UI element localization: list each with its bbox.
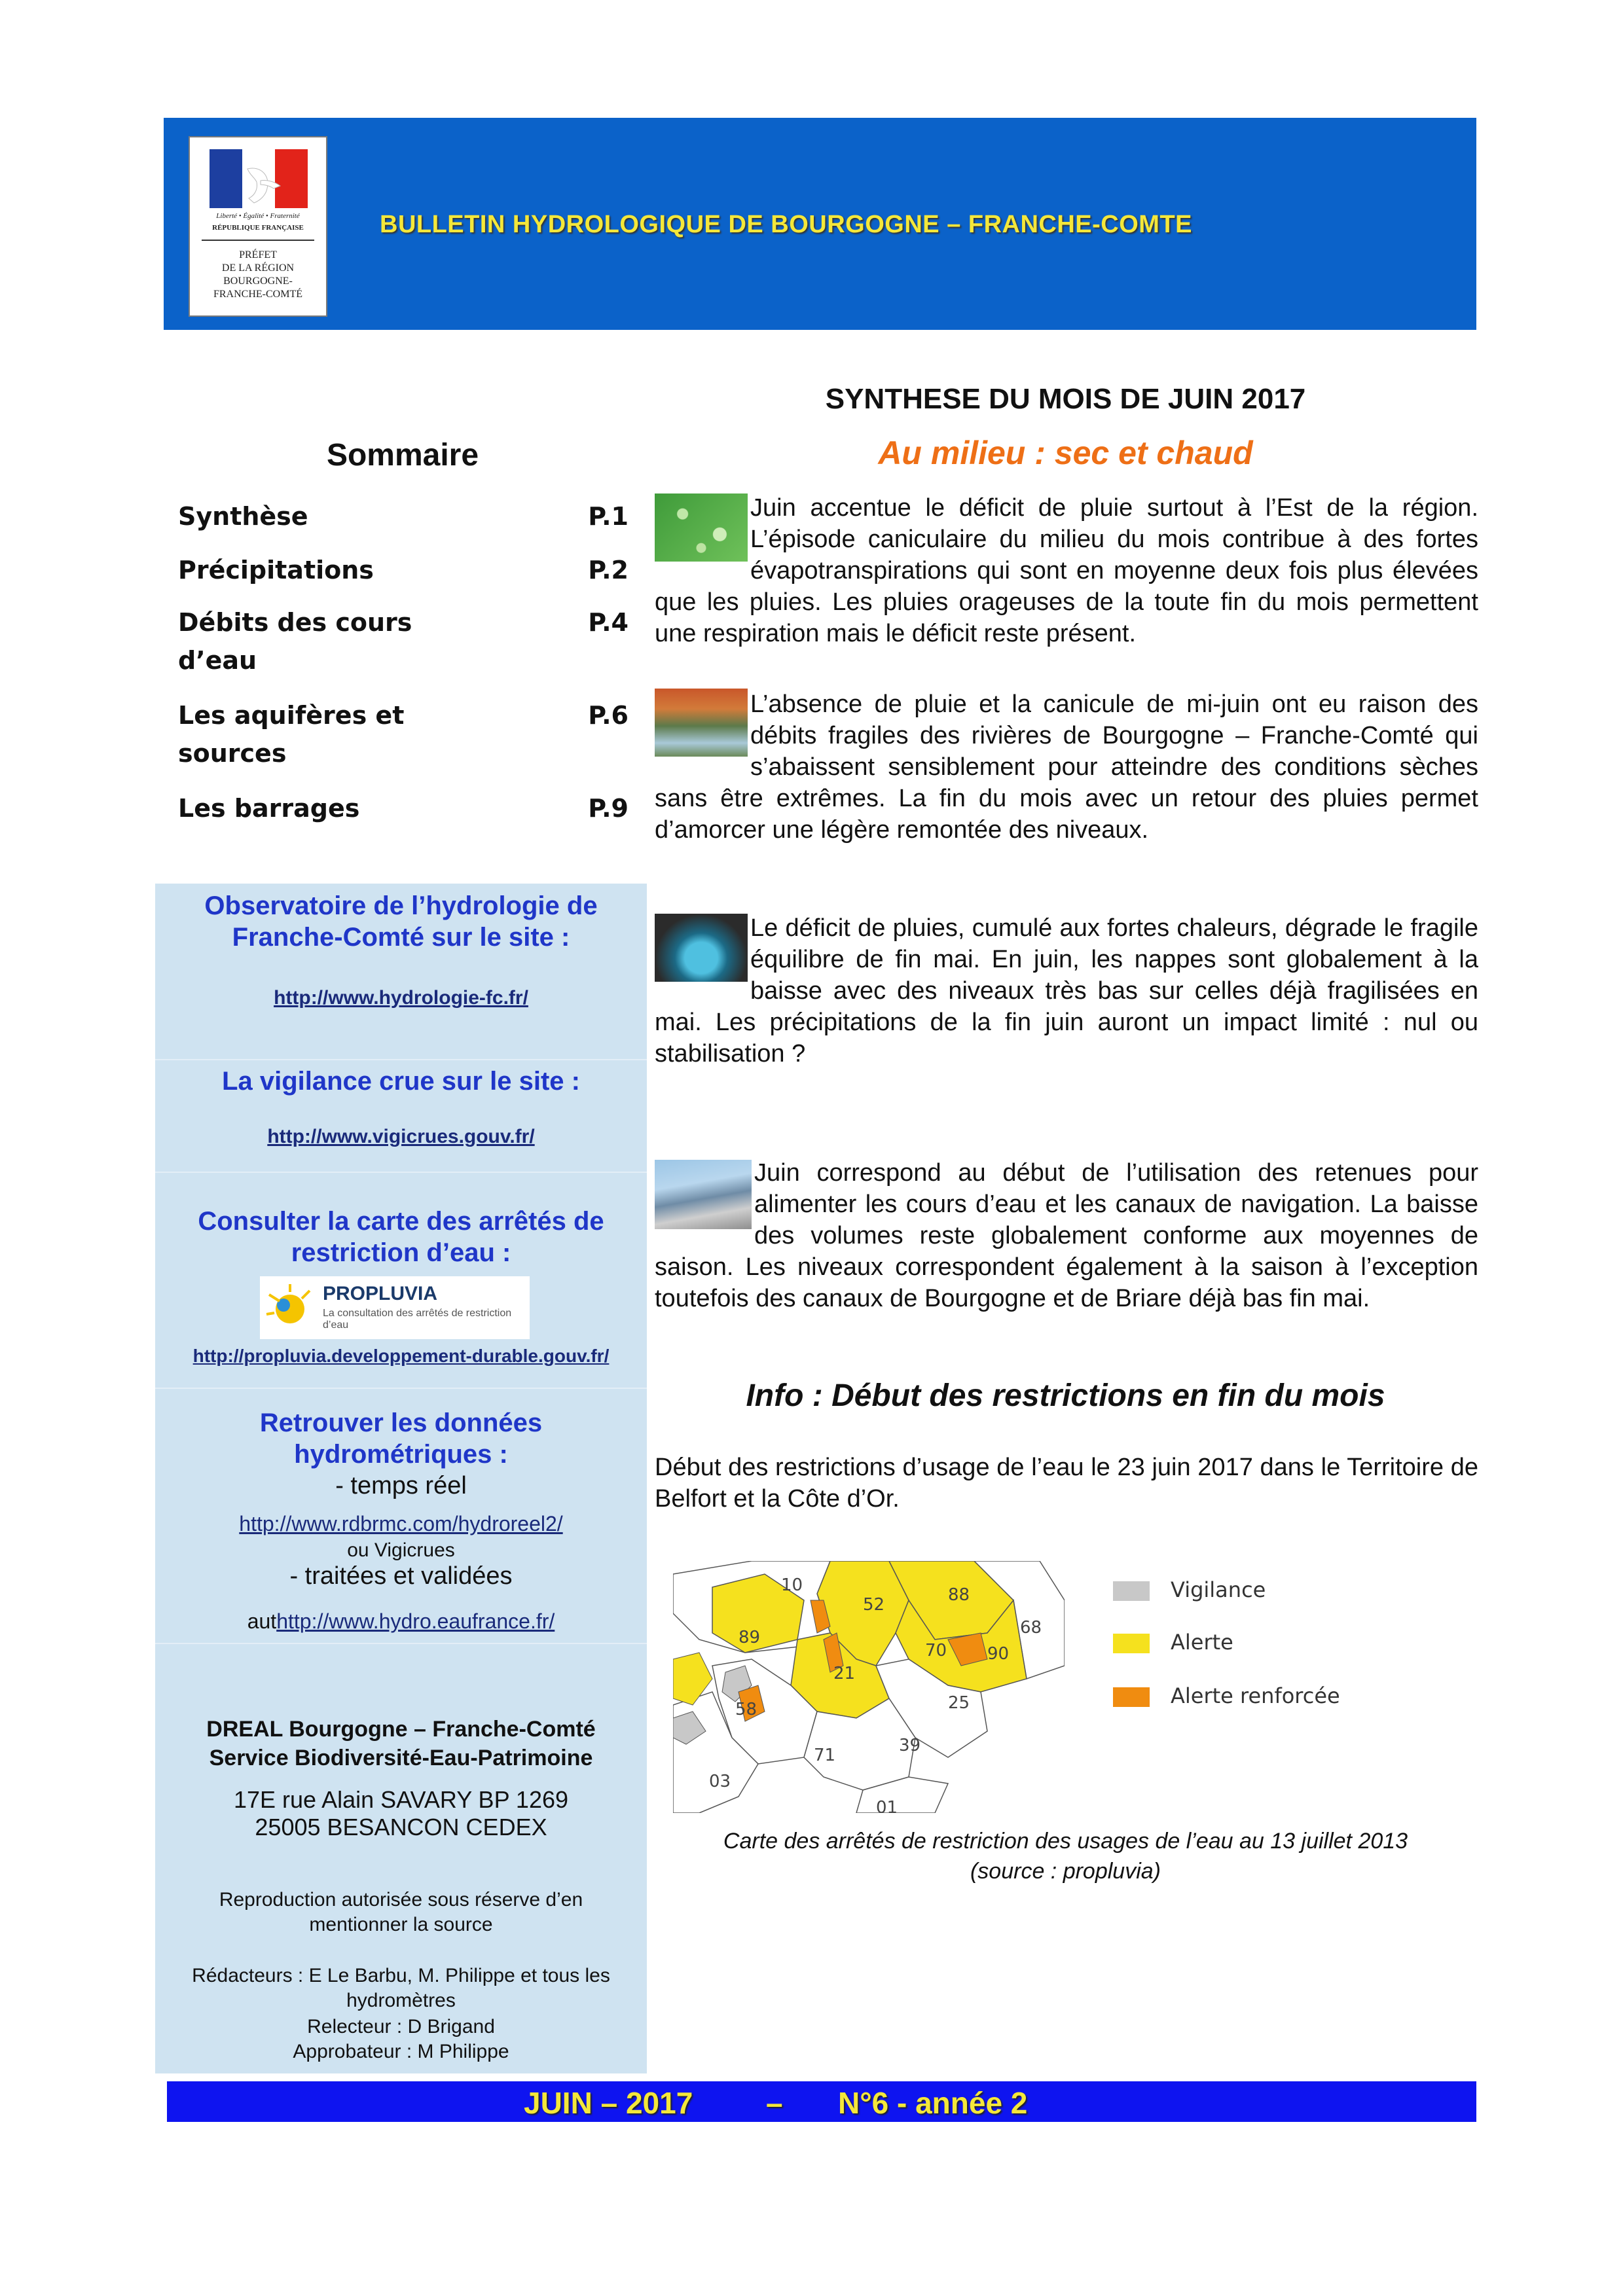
vigilance-heading: La vigilance crue sur le site : [222, 1067, 580, 1096]
bulletin-title: BULLETIN HYDROLOGIQUE DE BOURGOGNE – FRANCHE-COMTE [380, 211, 1193, 238]
logo-motto: Liberté • Égalité • Fraternité [216, 212, 300, 220]
sommaire-page: P.9 [588, 794, 629, 823]
donnees-heading: Retrouver les données hydrométriques : [259, 1408, 543, 1469]
vigicrues-link[interactable]: http://www.vigicrues.gouv.fr/ [267, 1126, 535, 1147]
observatoire-heading: Observatoire de l’hydrologie de Franche-Comté sur le site : [204, 891, 598, 952]
map-label: 68 [1020, 1618, 1042, 1638]
footer-month: JUIN – 2017 [524, 2086, 693, 2120]
map-label: 10 [781, 1575, 803, 1595]
reproduction-notice: Reproduction autorisée sous réserve d’en mentionner la source [219, 1889, 583, 1935]
traitees-label: - traitées et validées [289, 1562, 513, 1590]
footer-banner [167, 2081, 1476, 2122]
map-label: 71 [814, 1746, 836, 1765]
synthese-paragraph-3: Le déficit de pluies, cumulé aux fortes chaleurs, dégrade le fragile équilibre de fin mai. En juin, les nappes sont globalement à la baisse avec des niveaux très bas sur celles déjà fragilisées en mai. Les précipitations de la fin juin auront un impact limité : nul ou stabilisation ? [655, 914, 1478, 1067]
sommaire-item-synthese[interactable]: Synthèse [178, 502, 308, 531]
redacteurs: Rédacteurs : E Le Barbu, M. Philippe et tous les hydromètres [192, 1965, 610, 2011]
map-label: 88 [948, 1585, 970, 1605]
address-line2: 25005 BESANCON CEDEX [255, 1814, 547, 1840]
temps-reel-label: - temps réel [335, 1472, 467, 1499]
synthese-paragraph-1: Juin accentue le déficit de pluie surtout à l’Est de la région. L’épisode caniculaire du milieu du mois contribue à des fortes évapotranspirations qui sont en moyenne deux fois plus élevées que les pluies. Les pluies orageuses de la toute fin du mois permettent une respiration mais le déficit reste présent. [655, 494, 1478, 647]
footer-issue: N°6 - année 2 [838, 2086, 1028, 2120]
map-label: 58 [735, 1700, 757, 1719]
synthese-subtitle: Au milieu : sec et chaud [878, 435, 1253, 471]
legend-swatch-alerte [1113, 1634, 1150, 1653]
sommaire-item-barrages[interactable]: Les barrages [178, 794, 360, 823]
sommaire-item-aquiferes[interactable]: Les aquifères et sources [178, 701, 405, 768]
map-label: 90 [987, 1644, 1010, 1664]
info-text: Début des restrictions d’usage de l’eau le 23 juin 2017 dans le Territoire de Belfort et la Côte d’Or. [655, 1454, 1478, 1513]
map-label: 39 [899, 1736, 921, 1755]
legend-swatch-alerte-renforcee [1113, 1687, 1150, 1707]
observatoire-link[interactable]: http://www.hydrologie-fc.fr/ [274, 987, 528, 1009]
arretes-heading: Consulter la carte des arrêtés de restriction d’eau : [198, 1207, 604, 1267]
sommaire-page: P.1 [588, 502, 629, 531]
address-line1: 17E rue Alain SAVARY BP 1269 [233, 1786, 569, 1813]
relecteur: Relecteur : D Brigand [307, 2016, 495, 2037]
synthese-paragraph-4: Juin correspond au début de l’utilisation des retenues pour alimenter les cours d’eau et les canaux de navigation. La baisse des volumes reste globalement conforme aux moyennes de saison. Les niveaux correspondent également à la saison à l’exception toutefois des canaux de Bourgogne et de Briare déjà bas fin mai. [655, 1159, 1478, 1312]
map-label: 21 [833, 1664, 856, 1683]
restriction-map [673, 1561, 1065, 1813]
marianne-flag-icon [210, 149, 308, 208]
prefecture-logo [189, 136, 327, 317]
sommaire-page: P.4 [588, 608, 629, 637]
synthese-title: SYNTHESE DU MOIS DE JUIN 2017 [825, 383, 1306, 415]
dreal-name: DREAL Bourgogne – Franche-Comté [206, 1717, 596, 1742]
legend-label-alerte: Alerte [1171, 1630, 1233, 1655]
ou-vigicrues-label: ou Vigicrues [347, 1539, 455, 1561]
hydro-eaufrance-link[interactable]: http://www.hydro.eaufrance.fr/ [276, 1609, 555, 1633]
propluvia-link[interactable]: http://propluvia.developpement-durable.gouv.fr/ [192, 1346, 610, 1366]
propluvia-sun-icon [264, 1282, 316, 1334]
map-label: 01 [876, 1798, 898, 1813]
legend-swatch-vigilance [1113, 1581, 1150, 1601]
legend-label-vigilance: Vigilance [1171, 1577, 1266, 1602]
info-sidebar [155, 884, 647, 2073]
propluvia-brand: PROPLUVIA [323, 1283, 438, 1304]
map-label: 70 [925, 1641, 947, 1660]
map-label: 89 [739, 1628, 761, 1647]
synthese-paragraph-2: L’absence de pluie et la canicule de mi-juin ont eu raison des débits fragiles des rivières de Bourgogne – Franche-Comté qui s’abaissent sensiblement pour atteindre des conditions sèches sans être extrêmes. La fin du mois avec un retour des pluies permet d’amorcer une légère remontée des niveaux. [655, 691, 1478, 844]
rdbrmc-link[interactable]: http://www.rdbrmc.com/hydroreel2/ [239, 1512, 563, 1535]
approbateur: Approbateur : M Philippe [293, 2041, 509, 2062]
legend-label-alerte-renforcee: Alerte renforcée [1171, 1683, 1340, 1708]
sommaire-item-debits[interactable]: Débits des cours d’eau [178, 608, 412, 675]
sommaire-item-precipitations[interactable]: Précipitations [178, 556, 374, 584]
logo-republic: RÉPUBLIQUE FRANÇAISE [212, 224, 304, 232]
info-title: Info : Début des restrictions en fin du mois [746, 1378, 1385, 1413]
dreal-service: Service Biodiversité-Eau-Patrimoine [209, 1746, 593, 1770]
hydro-line: authttp://www.hydro.eaufrance.fr/ [247, 1609, 555, 1633]
map-label: 03 [709, 1772, 731, 1791]
footer-dash: – [766, 2086, 783, 2120]
propluvia-tagline: La consultation des arrêtés de restriction d’eau [323, 1308, 512, 1331]
map-label: 52 [863, 1595, 885, 1615]
logo-prefet-text: PRÉFET DE LA RÉGION BOURGOGNE- FRANCHE-COMTÉ [213, 249, 302, 300]
header-banner [164, 118, 1476, 330]
sommaire-title: Sommaire [326, 438, 479, 473]
sommaire-page: P.2 [588, 556, 629, 584]
map-label: 25 [948, 1693, 970, 1713]
propluvia-logo[interactable] [260, 1276, 530, 1339]
sommaire-page: P.6 [588, 701, 629, 730]
map-caption: Carte des arrêtés de restriction des usages de l’eau au 13 juillet 2013 (source : propluvia) [723, 1829, 1408, 1884]
